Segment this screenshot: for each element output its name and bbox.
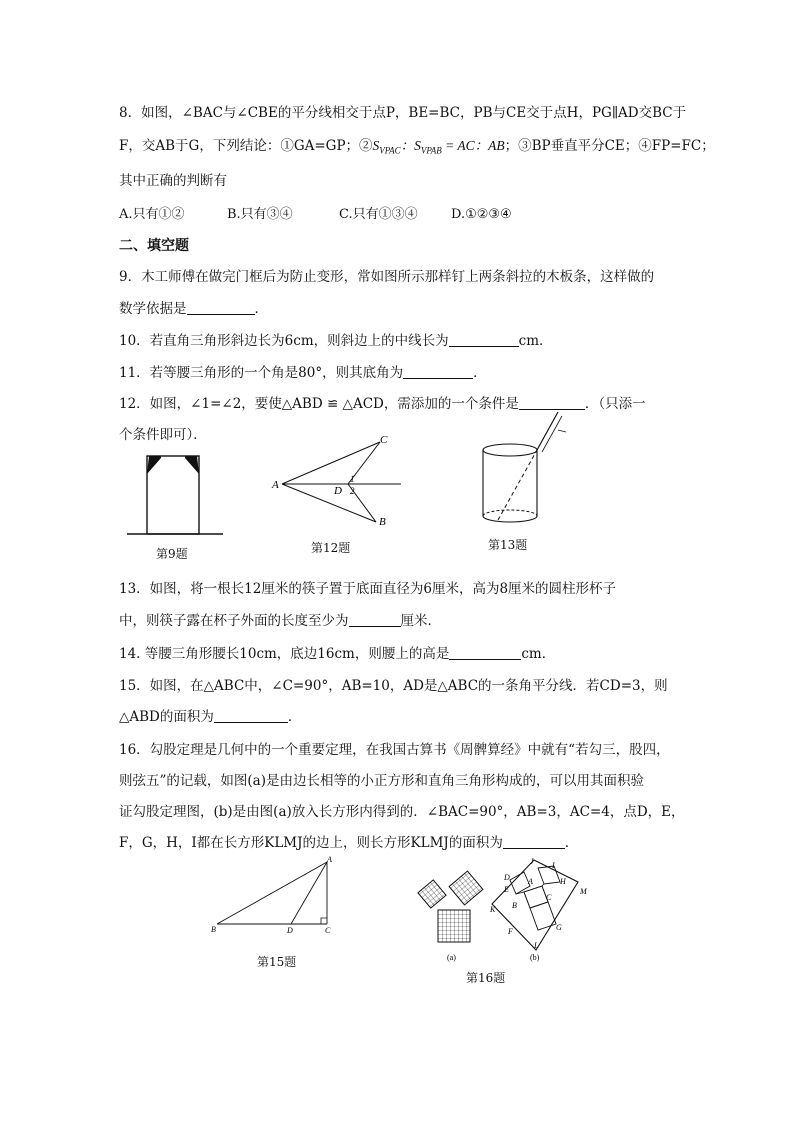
q14-answer-blank[interactable] bbox=[449, 645, 521, 660]
fig16b-rectangle-klmj bbox=[490, 856, 590, 962]
square-ac bbox=[538, 866, 560, 884]
chopstick-edge bbox=[542, 416, 562, 452]
q9-answer-blank[interactable] bbox=[187, 300, 255, 315]
cylinder-bottom-back bbox=[483, 510, 537, 516]
label-d: D bbox=[504, 873, 510, 882]
q12-note: ．（只添一 bbox=[584, 396, 646, 412]
q11-line bbox=[119, 364, 679, 382]
q9-line2 bbox=[119, 300, 679, 318]
door-frame-outline bbox=[147, 456, 199, 534]
formula-s1: S bbox=[372, 138, 380, 153]
q15-text: △ABD的面积为 bbox=[119, 709, 214, 725]
square-on-hypotenuse bbox=[438, 910, 470, 942]
right-angle-mark bbox=[321, 918, 327, 924]
q10-answer-blank[interactable] bbox=[449, 332, 519, 347]
label-a: A bbox=[327, 855, 332, 864]
q14-unit: cm． bbox=[521, 646, 556, 662]
fig16a-grid-squares bbox=[414, 866, 490, 962]
q10-text: 10．若直角三角形斜边长为6cm，则斜边上的中线长为 bbox=[119, 333, 449, 349]
formula-eq: = AC：AB bbox=[445, 138, 505, 153]
label-a: A bbox=[528, 877, 533, 886]
door-right-brace bbox=[185, 456, 199, 474]
label-sub-a: (a) bbox=[447, 953, 456, 962]
length-marker bbox=[558, 430, 566, 432]
fig12-caption: 第12题 bbox=[311, 541, 351, 555]
label-angle-2: 2 bbox=[350, 486, 355, 496]
label-c: C bbox=[325, 926, 331, 935]
formula-sub2: VPAB bbox=[420, 145, 442, 156]
q8-option-d: D.①②③④ bbox=[451, 207, 512, 222]
q8-line3: 其中正确的判断有 bbox=[119, 173, 227, 189]
label-c: C bbox=[380, 434, 388, 446]
label-f: F bbox=[508, 927, 513, 936]
label-c: C bbox=[546, 893, 552, 902]
q8-options bbox=[119, 206, 679, 224]
label-k: K bbox=[490, 905, 496, 914]
fig9-caption: 第9题 bbox=[156, 547, 188, 561]
label-j: J bbox=[530, 857, 534, 866]
q9-line2-end: ． bbox=[254, 301, 268, 317]
q9-line1: 9．木工师傅在做完门框后为防止变形，常如图所示那样钉上两条斜拉的木板条，这样做的 bbox=[119, 269, 655, 285]
cylinder-bottom-front bbox=[483, 516, 537, 522]
q13-unit: 厘米． bbox=[400, 613, 441, 629]
fig15-right-triangle bbox=[205, 854, 345, 938]
q12-line2: 个条件即可）． bbox=[119, 427, 207, 443]
label-b: B bbox=[512, 901, 517, 910]
q11-end: ． bbox=[473, 365, 487, 381]
q8-line2-pre: F，交AB于G，下列结论：①GA=GP；② bbox=[119, 138, 373, 154]
label-g: G bbox=[556, 923, 562, 932]
label-b: B bbox=[211, 925, 216, 934]
label-angle-1: 1 bbox=[350, 474, 355, 484]
triangle-square-core bbox=[524, 886, 548, 908]
fig13-cylinder bbox=[478, 408, 578, 532]
q16-line4 bbox=[119, 834, 679, 852]
square-leg-b bbox=[449, 871, 483, 905]
bisector-ad bbox=[291, 862, 327, 924]
q16-line3: 证勾股定理图，(b)是由图(a)放入长方形内得到的．∠BAC=90°，AB=3，AC=4，点D，E， bbox=[119, 804, 685, 820]
q8-line2-post: ；③BP垂直平分CE；④FP=FC； bbox=[504, 138, 715, 154]
q15-end: ． bbox=[287, 709, 302, 725]
q16-line1: 16．勾股定理是几何中的一个重要定理，在我国古算书《周髀算经》中就有“若勾三，股四， bbox=[119, 742, 670, 758]
square-leg-a bbox=[418, 880, 446, 908]
q15-answer-blank[interactable] bbox=[214, 708, 288, 723]
q10-unit: cm． bbox=[518, 333, 553, 349]
formula-colon: ： bbox=[400, 138, 415, 153]
label-sub-b: (b) bbox=[530, 953, 540, 962]
q16-text: F，G，H，I都在长方形KLMJ的边上，则长方形KLMJ的面积为 bbox=[119, 835, 503, 851]
label-a: A bbox=[272, 479, 279, 491]
q8-line1: 8．如图，∠BAC与∠CBE的平分线相交于点P，BE=BC，PB与CE交于点H，PG∥AD交BC于 bbox=[119, 105, 687, 121]
q14-text: 14. 等腰三角形腰长10cm，底边16cm，则腰上的高是 bbox=[119, 646, 450, 662]
q8-option-c: C.只有①③④ bbox=[339, 207, 418, 222]
chopstick-inside bbox=[498, 450, 537, 520]
label-h: H bbox=[560, 877, 566, 886]
chopstick-outside bbox=[537, 412, 558, 450]
label-b: B bbox=[379, 516, 386, 528]
door-left-brace bbox=[147, 456, 161, 474]
fig13-caption: 第13题 bbox=[488, 538, 528, 552]
cylinder-top bbox=[483, 444, 537, 456]
q14-line bbox=[119, 645, 679, 663]
q13-answer-blank[interactable] bbox=[349, 612, 401, 627]
q10-line bbox=[119, 332, 679, 350]
q8-option-b: B.只有③④ bbox=[227, 207, 293, 222]
label-i: I bbox=[552, 861, 555, 870]
label-d: D bbox=[287, 926, 293, 935]
q16-line2: 则弦五”的记载，如图(a)是由边长相等的小正方形和直角三角形构成的，可以用其面积验 bbox=[119, 773, 644, 789]
fig12-triangles bbox=[268, 432, 403, 532]
fig9-door-frame bbox=[127, 450, 223, 540]
q16-answer-blank[interactable] bbox=[503, 834, 565, 849]
label-e: E bbox=[504, 885, 509, 894]
section-title-fill-in: 二、填空题 bbox=[119, 238, 189, 254]
label-l: L bbox=[534, 941, 539, 950]
line-ac bbox=[282, 442, 380, 484]
formula-s2: S bbox=[414, 138, 421, 153]
q15-line1: 15．如图，在△ABC中，∠C=90°，AB=10，AD是△ABC的一条角平分线．若CD=3，则 bbox=[119, 678, 668, 694]
q12-text: 12．如图，∠1=∠2，要使△ABD ≌ △ACD，需添加的一个条件是 bbox=[119, 396, 519, 412]
link-2 bbox=[542, 884, 544, 886]
label-d: D bbox=[334, 485, 342, 497]
q11-text: 11．若等腰三角形的一个角是80°，则其底角为 bbox=[119, 365, 404, 381]
q13-line1: 13．如图，将一根长12厘米的筷子置于底面直径为6厘米，高为8厘米的圆柱形杯子 bbox=[119, 581, 617, 597]
q8-formula bbox=[372, 138, 505, 156]
fig15-caption: 第15题 bbox=[257, 955, 297, 969]
q8-line2 bbox=[119, 137, 715, 160]
q8-option-a: A.只有①② bbox=[119, 207, 185, 222]
q11-answer-blank[interactable] bbox=[403, 364, 473, 379]
q13-text: 中，则筷子露在杯子外面的长度至少为 bbox=[119, 613, 349, 629]
q15-line2 bbox=[119, 708, 679, 726]
side-ab bbox=[217, 862, 327, 924]
fig16-caption: 第16题 bbox=[466, 971, 506, 985]
q12-line1 bbox=[119, 395, 679, 413]
q13-line2 bbox=[119, 612, 679, 630]
q16-end: ． bbox=[564, 835, 579, 851]
label-m: M bbox=[580, 887, 587, 896]
formula-sub1: VPAC bbox=[379, 145, 401, 156]
q9-line2-text: 数学依据是 bbox=[119, 301, 187, 317]
